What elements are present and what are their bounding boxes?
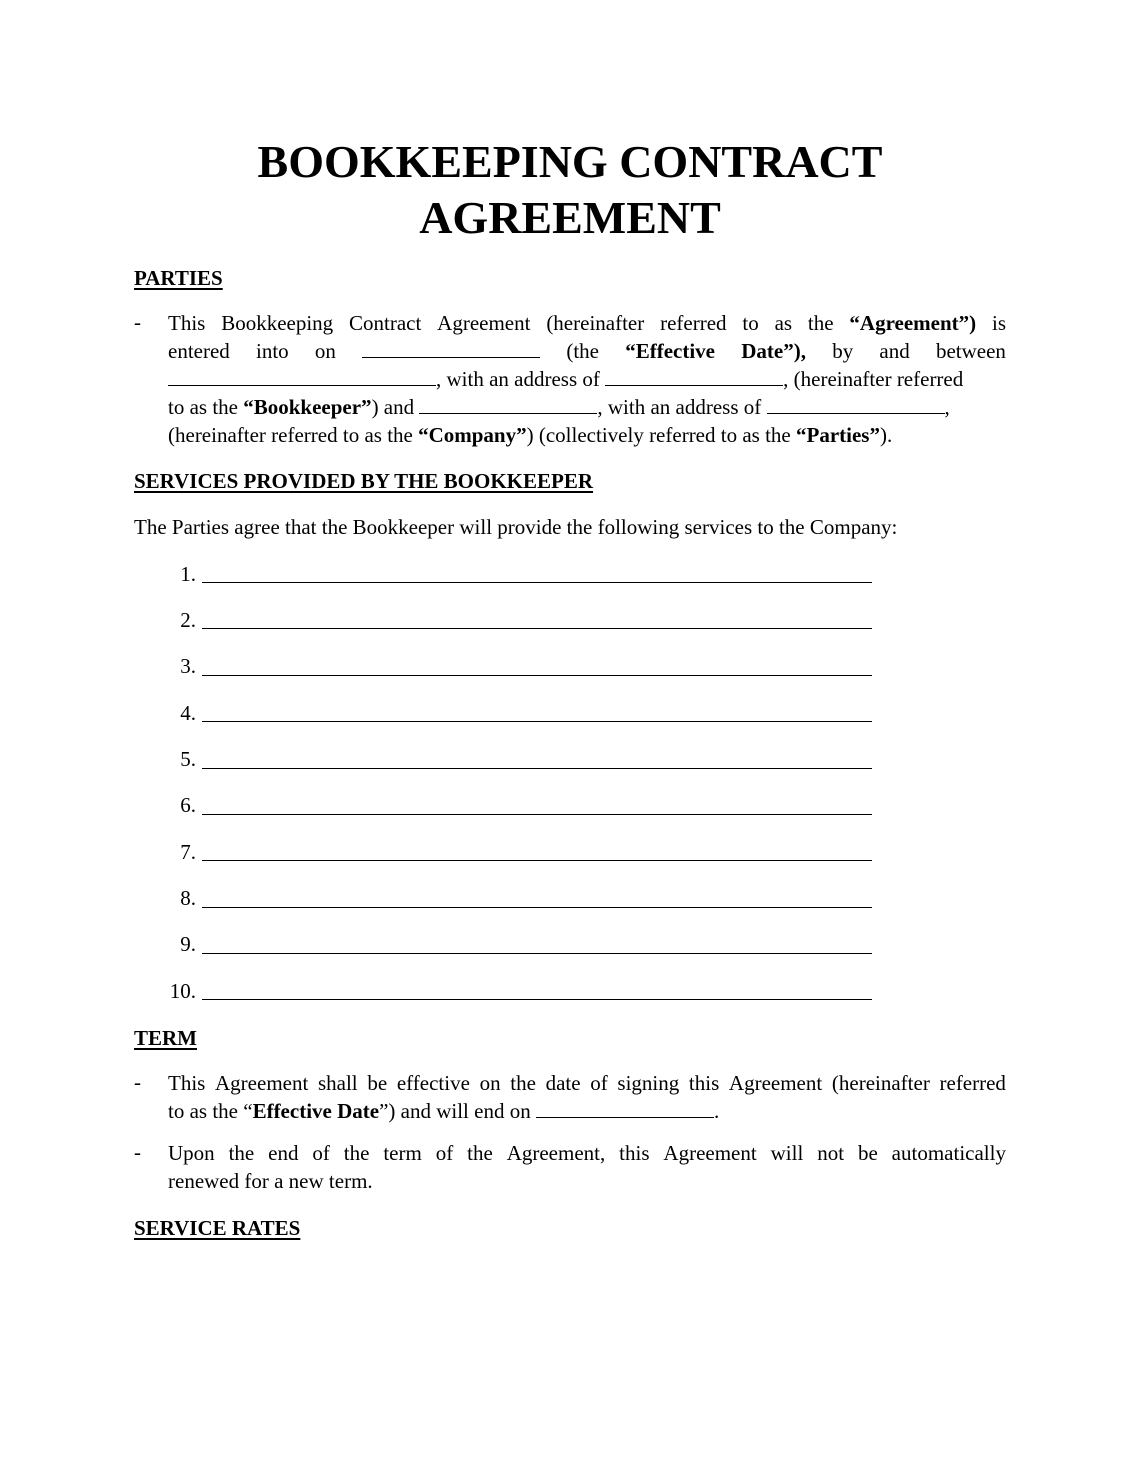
word: of bbox=[590, 1071, 608, 1095]
service-blank-line-10[interactable] bbox=[202, 999, 872, 1000]
term-bullet-2-line-2: renewed for a new term. bbox=[168, 1169, 373, 1193]
defined-term-parties: “Parties” bbox=[796, 423, 880, 447]
word: of bbox=[435, 1141, 454, 1165]
service-blank-line-6[interactable] bbox=[202, 814, 872, 815]
text: to as the “ bbox=[168, 1099, 253, 1123]
word: (hereinafter bbox=[831, 1071, 930, 1095]
service-blank-line-3[interactable] bbox=[202, 675, 872, 676]
word: of bbox=[312, 1141, 330, 1165]
word: signing bbox=[617, 1071, 680, 1095]
term-bullet-1-line-1 bbox=[168, 1069, 1006, 1097]
word: between bbox=[935, 339, 1006, 363]
parties-line-4 bbox=[168, 393, 1006, 421]
word: on bbox=[479, 1071, 501, 1095]
service-blank-line-7[interactable] bbox=[202, 860, 872, 861]
word: Agreement bbox=[663, 1141, 757, 1165]
text: , with an address of bbox=[597, 395, 762, 419]
word: the bbox=[228, 1141, 255, 1165]
list-number: 8. bbox=[180, 886, 196, 910]
bookkeeper-address-blank[interactable] bbox=[605, 365, 783, 386]
defined-term-company: “Company” bbox=[418, 423, 527, 447]
bullet-dash: - bbox=[134, 1070, 141, 1094]
word: into bbox=[256, 339, 289, 363]
list-number: 3. bbox=[180, 654, 196, 678]
word: This bbox=[168, 311, 206, 335]
word: Agreement bbox=[215, 1071, 309, 1095]
word: Agreement, bbox=[506, 1141, 606, 1165]
service-blank-line-1[interactable] bbox=[202, 582, 872, 583]
defined-term-agreement: “Agreement”) bbox=[849, 311, 977, 335]
text: ). bbox=[879, 423, 893, 447]
word: the bbox=[343, 1141, 370, 1165]
word: automatically bbox=[891, 1141, 1006, 1165]
section-heading-service-rates: SERVICE RATES bbox=[134, 1216, 301, 1240]
text: . bbox=[713, 1099, 720, 1123]
parties-line-3 bbox=[168, 365, 1006, 393]
defined-term-date: Date”), bbox=[741, 339, 806, 363]
word: as bbox=[774, 311, 793, 335]
word: be bbox=[857, 1141, 878, 1165]
word: and bbox=[879, 339, 910, 363]
word: to bbox=[742, 311, 759, 335]
word: on bbox=[314, 339, 336, 363]
word: effective bbox=[396, 1071, 470, 1095]
service-blank-line-5[interactable] bbox=[202, 768, 872, 769]
text: ) and bbox=[371, 395, 415, 419]
word: not bbox=[817, 1141, 845, 1165]
word: (the bbox=[566, 339, 599, 363]
word: this bbox=[688, 1071, 720, 1095]
word: is bbox=[991, 311, 1006, 335]
parties-line-1 bbox=[168, 309, 1006, 337]
word: be bbox=[367, 1071, 388, 1095]
bookkeeper-name-blank[interactable] bbox=[168, 365, 436, 386]
word: the bbox=[510, 1071, 536, 1095]
term-bullet-1-line-2 bbox=[168, 1097, 1006, 1125]
bullet-dash: - bbox=[134, 1140, 141, 1164]
word: the bbox=[807, 311, 834, 335]
parties-line-2 bbox=[168, 337, 1006, 365]
service-blank-line-8[interactable] bbox=[202, 907, 872, 908]
defined-term-bookkeeper: “Bookkeeper” bbox=[243, 395, 372, 419]
list-number: 1. bbox=[180, 562, 196, 586]
services-intro: The Parties agree that the Bookkeeper will provide the following services to the Company: bbox=[134, 515, 898, 539]
list-number: 4. bbox=[180, 701, 196, 725]
effective-date-blank[interactable] bbox=[362, 337, 540, 358]
term-bullet-2-line-1 bbox=[168, 1139, 1006, 1167]
word: (hereinafter bbox=[546, 311, 645, 335]
list-number: 2. bbox=[180, 608, 196, 632]
word: Upon bbox=[168, 1141, 215, 1165]
list-number: 6. bbox=[180, 793, 196, 817]
text: (hereinafter referred to as the bbox=[168, 423, 413, 447]
list-number: 7. bbox=[180, 840, 196, 864]
text: , bbox=[944, 395, 950, 419]
word: the bbox=[467, 1141, 493, 1165]
word: entered bbox=[168, 339, 230, 363]
end-date-blank[interactable] bbox=[536, 1097, 714, 1118]
defined-term-effective: “Effective bbox=[625, 339, 716, 363]
text: , with an address of bbox=[436, 367, 600, 391]
list-number: 5. bbox=[180, 747, 196, 771]
word: shall bbox=[317, 1071, 358, 1095]
document-title-line-2: AGREEMENT bbox=[419, 192, 721, 243]
word: referred bbox=[939, 1071, 1006, 1095]
word: Bookkeeping bbox=[221, 311, 334, 335]
section-heading-services: SERVICES PROVIDED BY THE BOOKKEEPER bbox=[134, 469, 594, 493]
list-number: 9. bbox=[180, 932, 196, 956]
section-heading-parties: PARTIES bbox=[134, 266, 223, 290]
bullet-dash: - bbox=[134, 310, 141, 334]
word: Agreement bbox=[437, 311, 531, 335]
word: by bbox=[832, 339, 854, 363]
word: Contract bbox=[349, 311, 422, 335]
text: ) (collectively referred to as the bbox=[526, 423, 791, 447]
parties-line-5 bbox=[168, 421, 1006, 449]
word: Agreement bbox=[728, 1071, 823, 1095]
word: date bbox=[545, 1071, 581, 1095]
word: this bbox=[619, 1141, 650, 1165]
list-number: 10. bbox=[169, 979, 196, 1003]
text: ”) and will end on bbox=[379, 1099, 531, 1123]
word: will bbox=[770, 1141, 804, 1165]
company-name-blank[interactable] bbox=[419, 393, 597, 414]
word: term bbox=[383, 1141, 422, 1165]
document-title-line-1: BOOKKEEPING CONTRACT bbox=[257, 136, 883, 187]
word: end bbox=[268, 1141, 299, 1165]
word: This bbox=[168, 1071, 206, 1095]
section-heading-term: TERM bbox=[134, 1026, 197, 1050]
service-blank-line-4[interactable] bbox=[202, 721, 872, 722]
service-blank-line-9[interactable] bbox=[202, 953, 872, 954]
text: , (hereinafter referred bbox=[783, 367, 964, 391]
word: referred bbox=[660, 311, 727, 335]
service-blank-line-2[interactable] bbox=[202, 628, 872, 629]
company-address-blank[interactable] bbox=[767, 393, 945, 414]
text: to as the bbox=[168, 395, 238, 419]
defined-term-effective-date: Effective Date bbox=[252, 1099, 380, 1123]
